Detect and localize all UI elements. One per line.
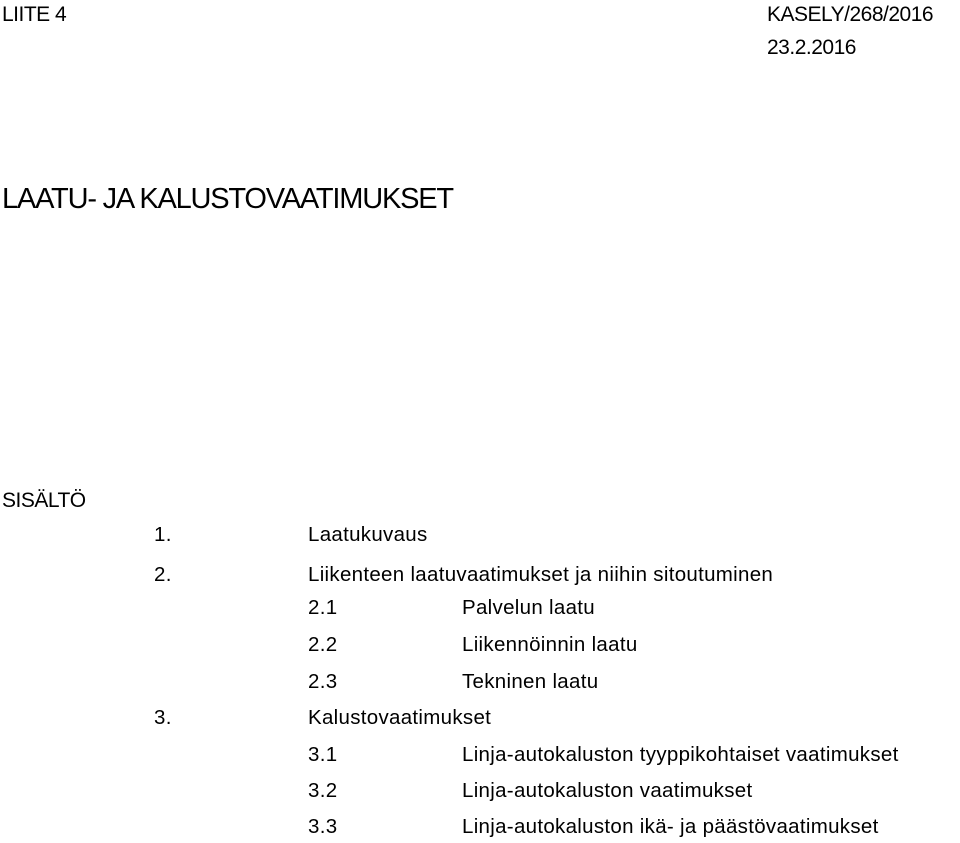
toc-number: 3.2 [308,779,338,802]
toc-entry: Liikenteen laatuvaatimukset ja niihin sitoutuminen [308,563,774,586]
document-date: 23.2.2016 [767,36,856,59]
appendix-label: LIITE 4 [2,3,67,26]
toc-number: 2.1 [308,596,338,619]
toc-number: 3.3 [308,815,338,838]
toc-entry: Tekninen laatu [462,670,599,693]
reference-number: KASELY/268/2016 [767,3,934,26]
toc-entry: Laatukuvaus [308,523,428,546]
toc-number: 3.1 [308,743,338,766]
toc-number: 1. [154,523,172,546]
toc-entry: Linja-autokaluston vaatimukset [462,779,753,802]
contents-heading: SISÄLTÖ [2,489,86,512]
toc-number: 2. [154,563,172,586]
toc-entry: Liikennöinnin laatu [462,633,638,656]
toc-number: 2.3 [308,670,338,693]
document-title: LAATU- JA KALUSTOVAATIMUKSET [2,183,453,215]
toc-entry: Linja-autokaluston ikä- ja päästövaatimukset [462,815,879,838]
toc-number: 3. [154,706,172,729]
toc-entry: Linja-autokaluston tyyppikohtaiset vaatimukset [462,743,899,766]
toc-number: 2.2 [308,633,338,656]
toc-entry: Palvelun laatu [462,596,595,619]
toc-entry: Kalustovaatimukset [308,706,492,729]
